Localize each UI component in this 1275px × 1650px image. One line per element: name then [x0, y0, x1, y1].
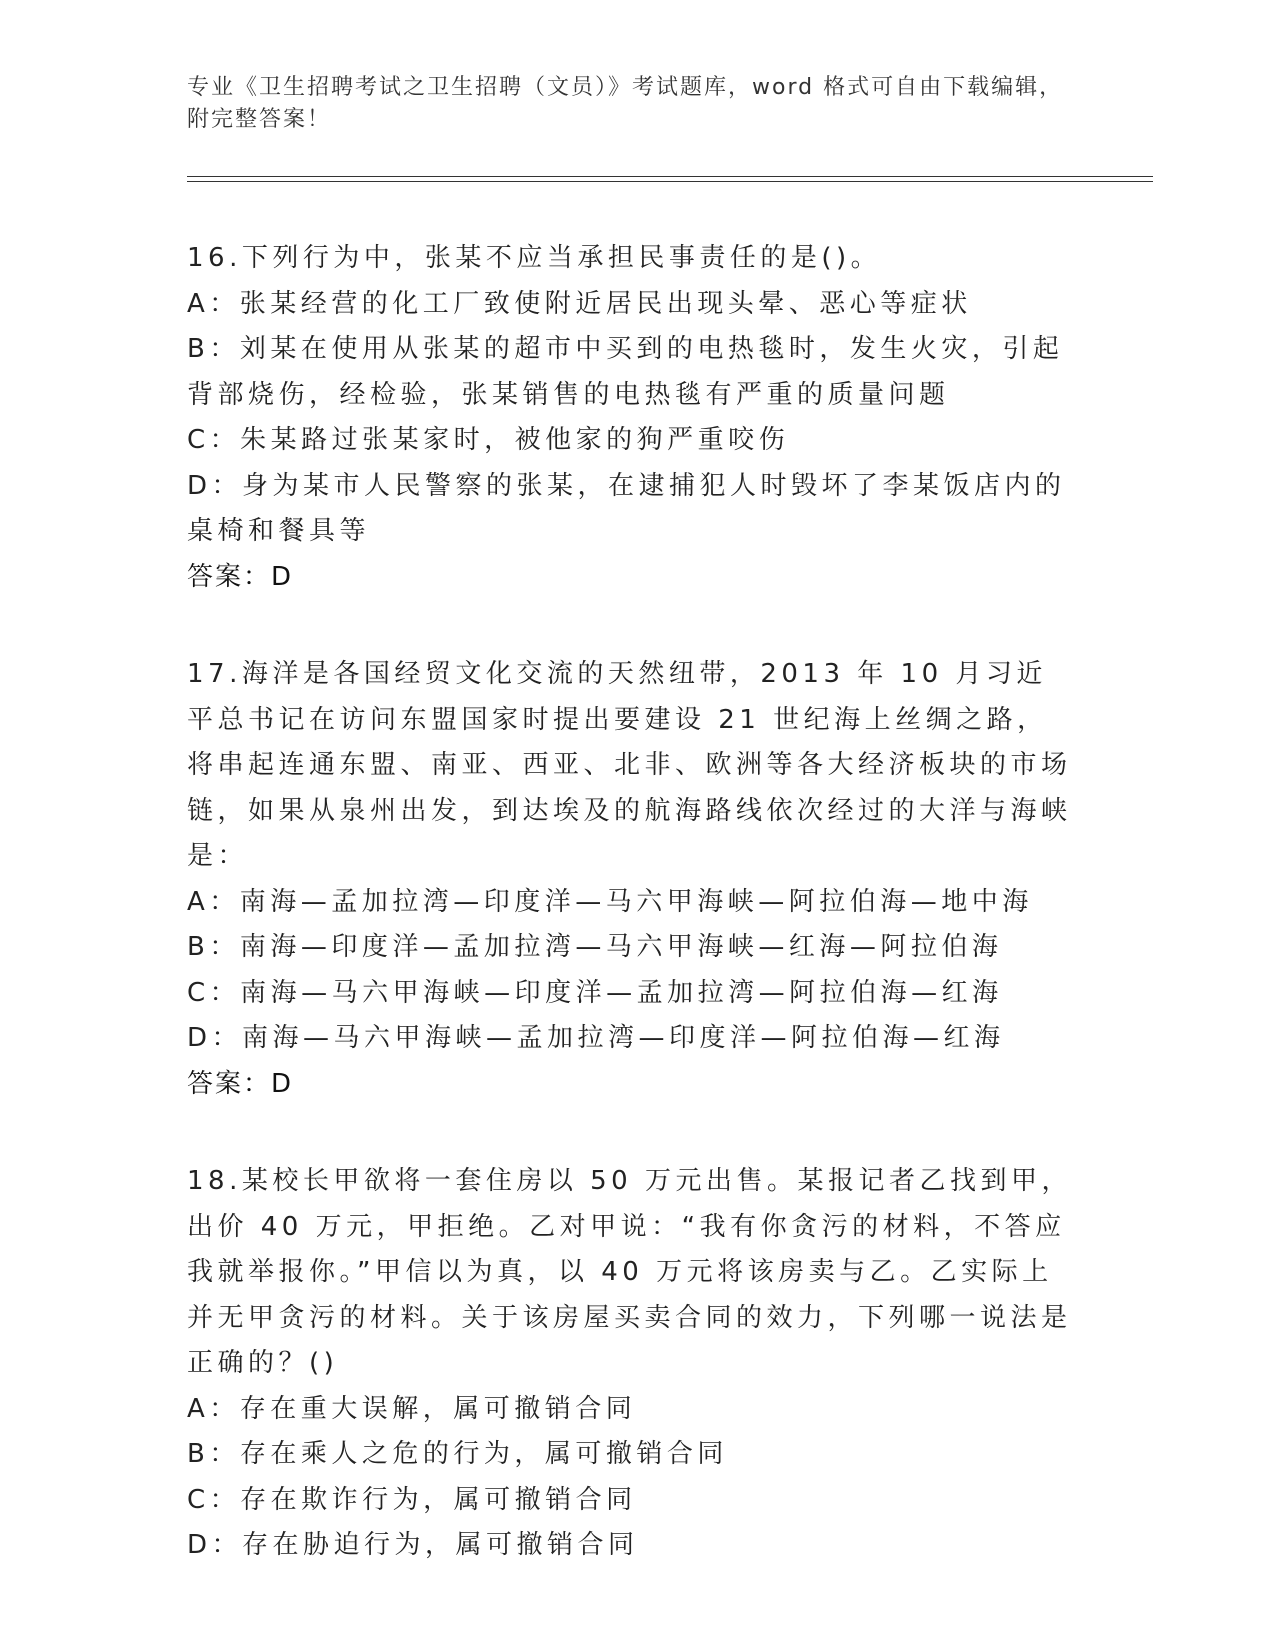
- option-a: A：张某经营的化工厂致使附近居民出现头晕、恶心等症状: [187, 288, 972, 319]
- header-divider-second: [187, 181, 1153, 182]
- header-divider: [187, 176, 1153, 177]
- answer-label: 答案：D: [187, 1068, 294, 1099]
- question-stem: 16.下列行为中，张某不应当承担民事责任的是()。: [187, 243, 882, 273]
- option-c: C：南海—马六甲海峡—印度洋—孟加拉湾—阿拉伯海—红海: [187, 977, 1003, 1008]
- option-b: B：南海—印度洋—孟加拉湾—马六甲海峡—红海—阿拉伯海: [187, 932, 1003, 962]
- option-b: B：存在乘人之危的行为，属可撤销合同: [187, 1439, 728, 1469]
- option-c: C：朱某路过张某家时，被他家的狗严重咬伤: [187, 425, 790, 455]
- option-d: D：身为某市人民警察的张某，在逮捕犯人时毁坏了李某饭店内的桌椅和餐具等: [187, 470, 1066, 546]
- question-list: [187, 236, 1077, 1621]
- question-17: [187, 652, 1077, 1107]
- option-a: A：存在重大误解，属可撤销合同: [187, 1393, 637, 1424]
- question-stem: 18.某校长甲欲将一套住房以 50 万元出售。某报记者乙找到甲，出价 40 万元，甲拒绝。乙对甲说：“我有你贪污的材料，不答应我就举报你。”甲信以为真，以 40 万元将该房卖与乙。乙实际上并无甲贪污的材料。关于该房屋买卖合同的效力，下列哪一说法是正确的？(): [187, 1166, 1072, 1378]
- option-b: B：刘某在使用从张某的超市中买到的电热毯时，发生火灾，引起背部烧伤，经检验，张某销售的电热毯有严重的质量问题: [187, 334, 1064, 410]
- document-header: 专业《卫生招聘考试之卫生招聘（文员）》考试题库，word 格式可自由下载编辑，附完整答案！: [187, 75, 1064, 132]
- option-c: C：存在欺诈行为，属可撤销合同: [187, 1484, 637, 1515]
- option-d: D：存在胁迫行为，属可撤销合同: [187, 1530, 639, 1560]
- answer-label: 答案：D: [187, 561, 294, 592]
- option-d: D：南海—马六甲海峡—孟加拉湾—印度洋—阿拉伯海—红海: [187, 1023, 1005, 1053]
- option-a: A：南海—孟加拉湾—印度洋—马六甲海峡—阿拉伯海—地中海: [187, 886, 1033, 917]
- question-stem: 17.海洋是各国经贸文化交流的天然纽带，2013 年 10 月习近平总书记在访问东盟国家时提出要建设 21 世纪海上丝绸之路，将串起连通东盟、南亚、西亚、北非、欧洲等各大经济板块的市场链，如果从泉州出发，到达埃及的航海路线依次经过的大洋与海峡是：: [187, 659, 1072, 871]
- question-16: [187, 236, 1077, 600]
- question-18: [187, 1159, 1077, 1569]
